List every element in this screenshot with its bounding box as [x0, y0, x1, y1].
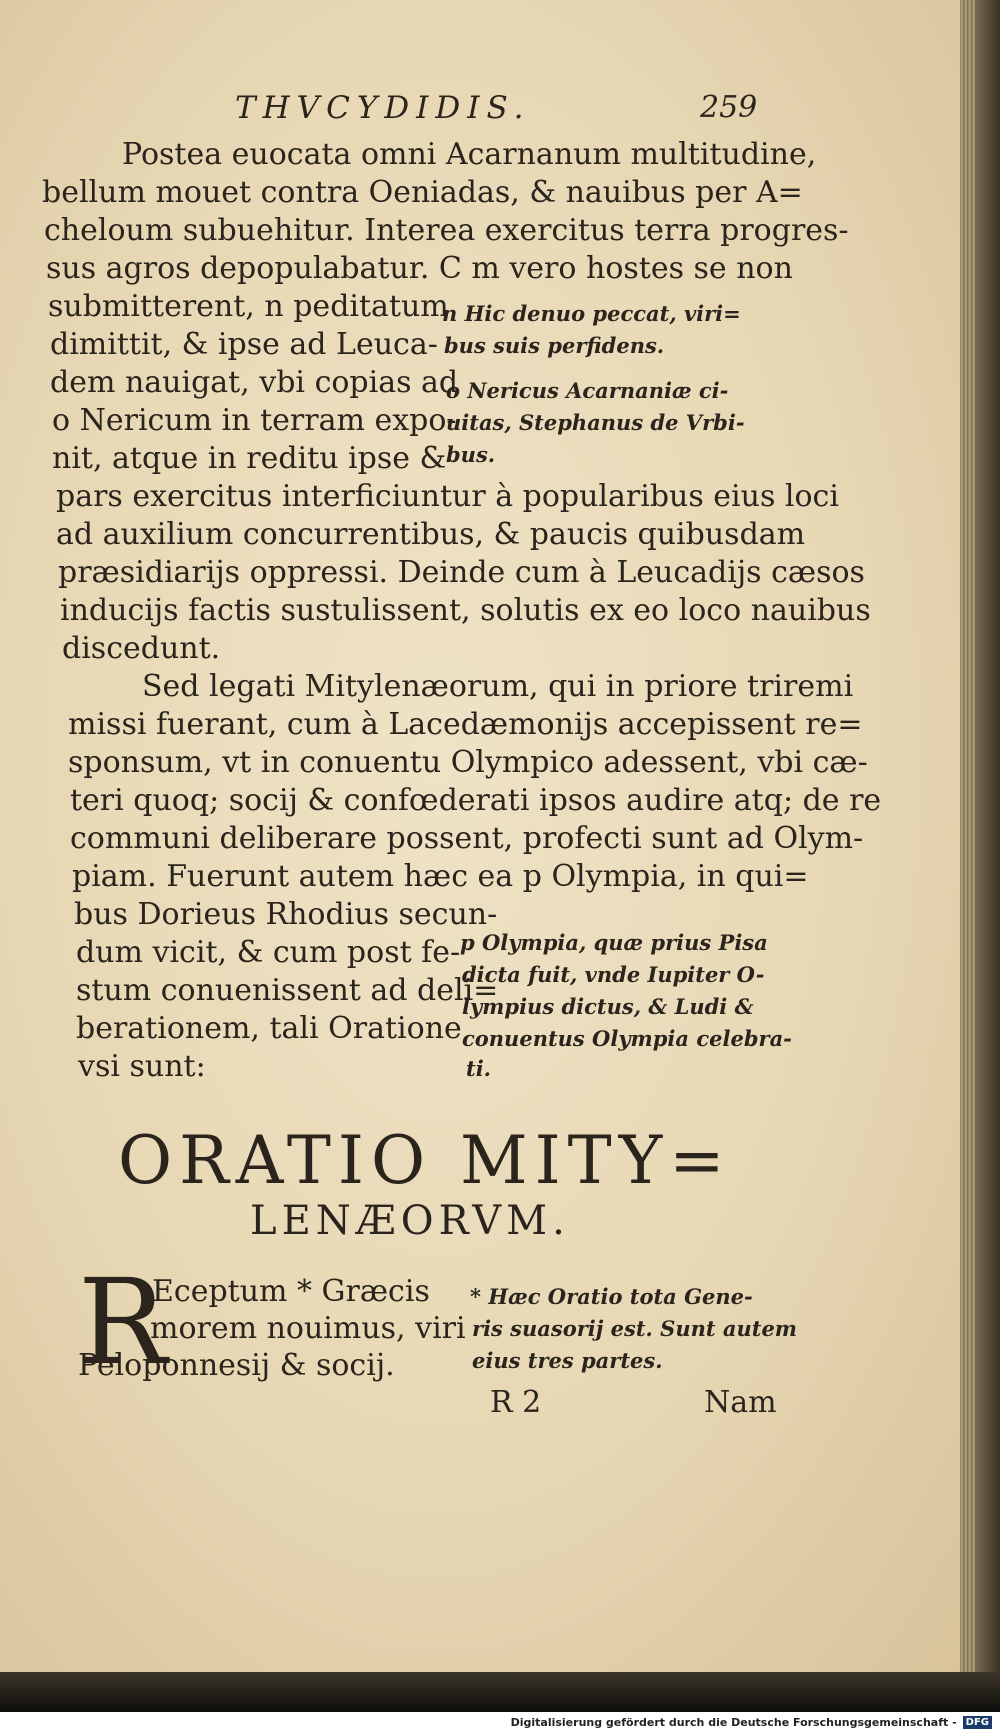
section-title-line2: LENÆORVM.	[250, 1198, 570, 1244]
margin-note: o Nericus Acarnaniæ ci-	[446, 378, 729, 403]
margin-note: ti.	[466, 1056, 491, 1081]
text-line: Sed legati Mitylenæorum, qui in priore triremi	[142, 669, 854, 704]
margin-note: bus.	[446, 442, 496, 467]
text-line: communi deliberare possent, profecti sunt ad Olym-	[70, 821, 864, 856]
section-title-line1: ORATIO MITY=	[118, 1122, 732, 1199]
margin-note: conuentus Olympia celebra-	[462, 1026, 792, 1051]
text-line: discedunt.	[62, 631, 221, 666]
text-line: vsi sunt:	[78, 1049, 206, 1084]
text-line: dem nauigat, vbi copias ad	[50, 365, 459, 400]
margin-note: eius tres partes.	[472, 1348, 663, 1373]
margin-note: p Olympia, quæ prius Pisa	[460, 930, 768, 955]
text-line: Postea euocata omni Acarnanum multitudine,	[122, 137, 817, 172]
margin-note: uitas, Stephanus de Vrbi-	[446, 410, 745, 435]
book-spine	[975, 0, 1000, 1690]
margin-note: n Hic denuo peccat, viri=	[442, 301, 741, 326]
text-line: præsidiarijs oppressi. Deinde cum à Leucadijs cæsos	[58, 555, 865, 590]
footer-credit: Digitalisierung gefördert durch die Deutsche Forschungsgemeinschaft -	[510, 1716, 957, 1729]
page-number: 259	[700, 90, 758, 125]
text-line: inducijs factis sustulissent, solutis ex eo loco nauibus	[60, 593, 871, 628]
text-line: sus agros depopulabatur. C m vero hostes se non	[46, 251, 793, 286]
oration-line: Eceptum * Græcis	[152, 1274, 430, 1309]
margin-note: bus suis perfidens.	[444, 333, 665, 358]
margin-note: dicta fuit, vnde Iupiter O-	[462, 962, 765, 987]
text-line: teri quoq; socij & confœderati ipsos audire atq; de re	[70, 783, 882, 818]
text-line: sponsum, vt in conuentu Olympico adessent, vbi cæ-	[68, 745, 868, 780]
margin-note: * Hæc Oratio tota Gene-	[470, 1284, 753, 1309]
margin-note: ris suasorij est. Sunt autem	[472, 1316, 798, 1341]
margin-note: lympius dictus, & Ludi &	[462, 994, 754, 1019]
dfg-logo: DFG	[963, 1716, 992, 1729]
text-line: missi fuerant, cum à Lacedæmonijs accepissent re=	[68, 707, 863, 742]
text-line: stum conuenissent ad deli=	[76, 973, 499, 1008]
oration-line: morem nouimus, viri	[150, 1311, 466, 1346]
oration-line: Peloponnesij & socij.	[78, 1348, 395, 1383]
running-title: THVCYDIDIS.	[235, 90, 531, 126]
text-line: o Nericum in terram expo-	[52, 403, 457, 438]
text-line: submitterent, n peditatum	[48, 289, 449, 324]
text-line: berationem, tali Oratione	[76, 1011, 462, 1046]
text-line: dimittit, & ipse ad Leuca-	[50, 327, 438, 362]
text-line: dum vicit, & cum post fe-	[76, 935, 461, 970]
text-line: ad auxilium concurrentibus, & paucis quibusdam	[56, 517, 806, 552]
book-bottom-edge	[0, 1672, 1000, 1712]
text-line: cheloum subuehitur. Interea exercitus terra progres-	[44, 213, 849, 248]
text-line: piam. Fuerunt autem hæc ea p Olympia, in qui=	[72, 859, 809, 894]
drop-cap: R	[78, 1253, 167, 1391]
digitization-footer	[0, 1712, 1000, 1733]
text-line: bus Dorieus Rhodius secun-	[74, 897, 498, 932]
text-line: nit, atque in reditu ipse &	[52, 441, 447, 476]
text-line: pars exercitus interficiuntur à popularibus eius loci	[56, 479, 839, 514]
signature-mark: R 2	[490, 1385, 542, 1420]
text-line: bellum mouet contra Oeniadas, & nauibus per A=	[42, 175, 803, 210]
catchword: Nam	[704, 1385, 777, 1420]
